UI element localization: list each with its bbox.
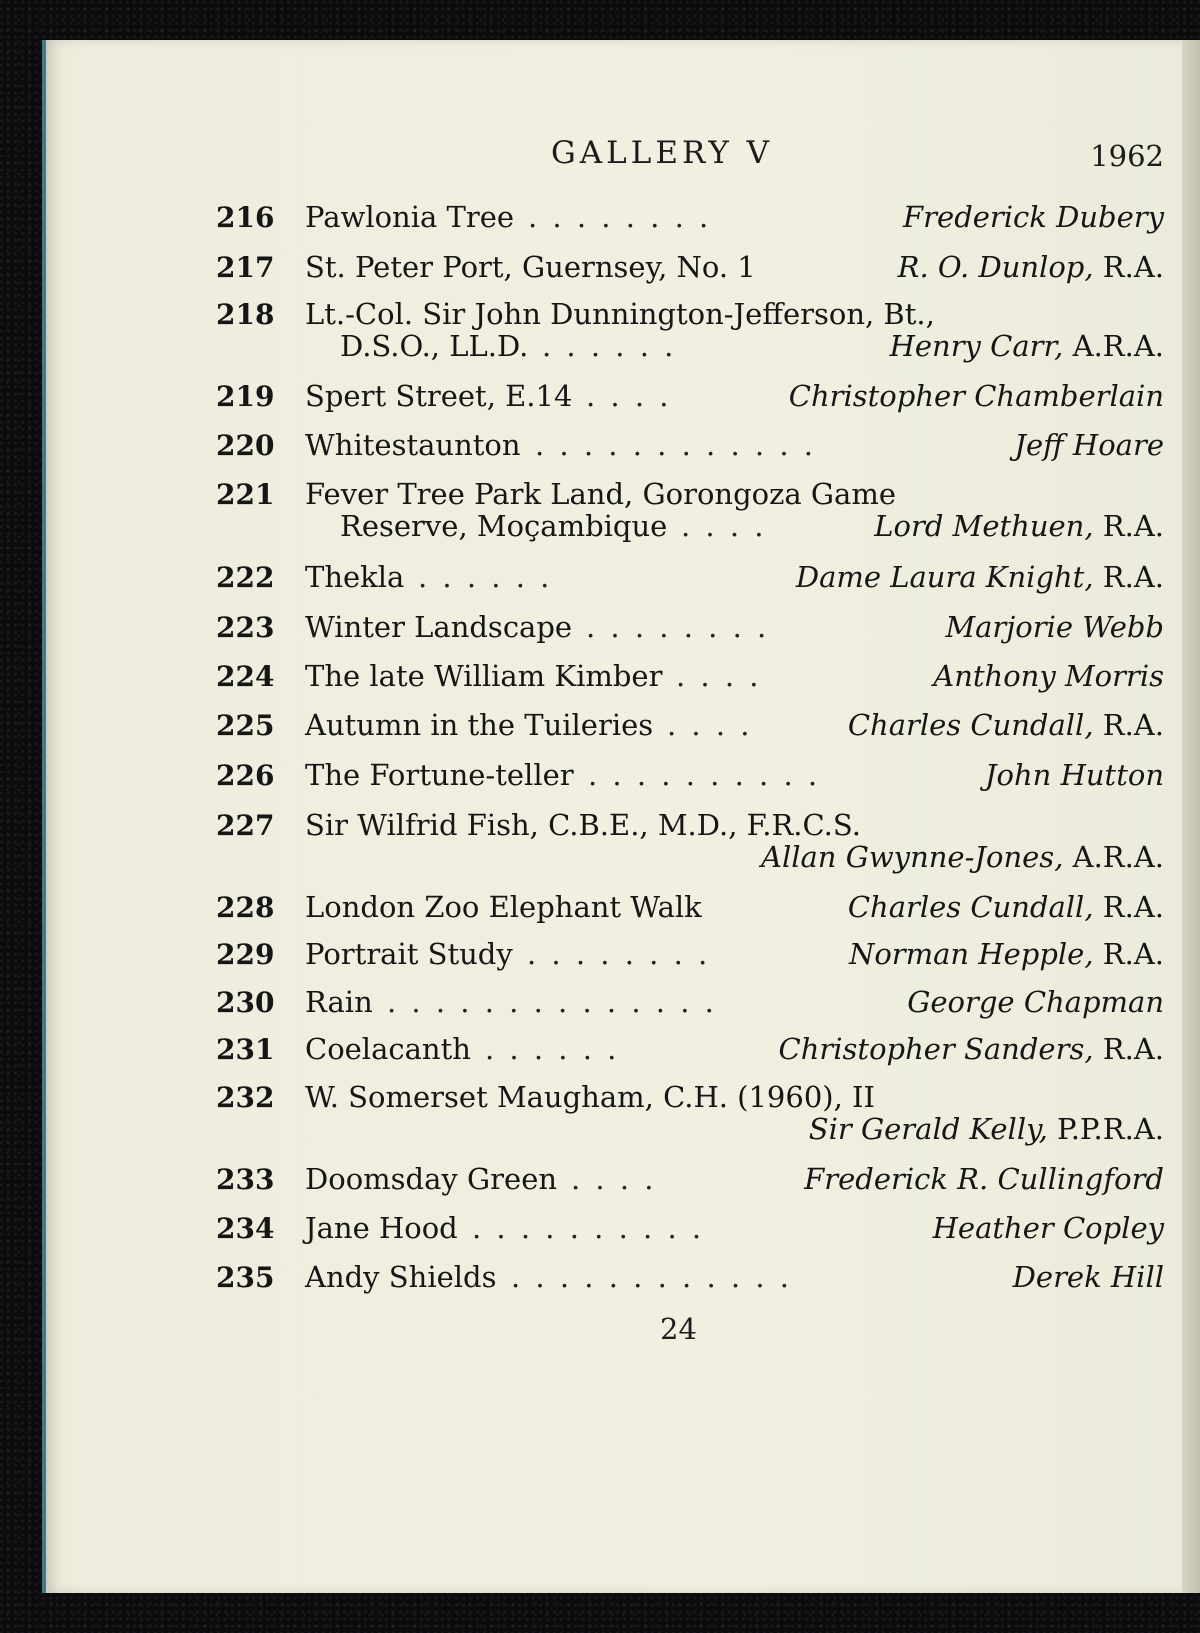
artist-credit bbox=[907, 985, 1164, 1020]
artist-name: Anthony Morris bbox=[933, 659, 1164, 693]
entry-number: 222 bbox=[216, 561, 275, 594]
catalogue-entry bbox=[216, 708, 1164, 743]
artist-honours: R.A. bbox=[1093, 250, 1164, 284]
work-title: Thekla bbox=[305, 560, 405, 594]
artist-honours: R.A. bbox=[1093, 509, 1164, 543]
work-title: Pawlonia Tree bbox=[305, 200, 515, 234]
artist-honours: P.P.R.A. bbox=[1047, 1112, 1164, 1146]
entry-number: 218 bbox=[216, 298, 275, 331]
catalogue-entry bbox=[216, 1162, 1164, 1197]
work-title: Portrait Study bbox=[305, 937, 513, 971]
catalogue-entry bbox=[216, 250, 1164, 285]
work-title: Reserve, Moçambique bbox=[340, 509, 668, 543]
entry-line bbox=[305, 1211, 1164, 1246]
work-title: Sir Wilfrid Fish, C.B.E., M.D., F.R.C.S. bbox=[305, 808, 861, 842]
gallery-title: GALLERY V bbox=[551, 135, 774, 171]
work-title: St. Peter Port, Guernsey, No. 1 bbox=[305, 250, 756, 284]
artist-name: Christopher Chamberlain bbox=[788, 379, 1164, 413]
leader-dots: . . . . bbox=[571, 1162, 657, 1196]
leader-dots: . . . . . . . . . . bbox=[472, 1211, 705, 1245]
artist-name: Christopher Sanders, bbox=[778, 1032, 1094, 1066]
catalogue-entry bbox=[216, 808, 1164, 875]
work-title: Andy Shields bbox=[305, 1260, 497, 1294]
entry-number: 225 bbox=[216, 709, 275, 742]
entry-line bbox=[305, 1260, 1164, 1295]
work-title: Rain bbox=[305, 985, 373, 1019]
work-title: Spert Street, E.14 bbox=[305, 379, 573, 413]
catalogue-entry bbox=[216, 200, 1164, 235]
artist-credit bbox=[809, 1112, 1164, 1147]
leader-dots: . . . . . . . . bbox=[527, 937, 711, 971]
artist-name: Henry Carr, bbox=[889, 329, 1064, 363]
artist-credit bbox=[874, 509, 1164, 544]
entry-line bbox=[305, 1162, 1164, 1197]
entry-line bbox=[305, 610, 1164, 645]
entry-line bbox=[305, 560, 1164, 595]
entry-number: 229 bbox=[216, 938, 275, 971]
entry-number: 230 bbox=[216, 986, 275, 1019]
work-title: Autumn in the Tuileries bbox=[305, 708, 654, 742]
leader-dots: . . . . . . . . . . bbox=[588, 758, 821, 792]
leader-dots: . . . . bbox=[676, 659, 762, 693]
artist-credit bbox=[890, 329, 1164, 364]
artist-name: George Chapman bbox=[907, 985, 1164, 1019]
entry-line bbox=[305, 1080, 1164, 1115]
artist-honours: R.A. bbox=[1093, 890, 1164, 924]
entry-number: 234 bbox=[216, 1212, 275, 1245]
entry-line bbox=[340, 840, 1164, 875]
catalogue-entry bbox=[216, 428, 1164, 463]
artist-credit bbox=[985, 758, 1164, 793]
artist-credit bbox=[796, 560, 1164, 595]
leader-dots: . . . . bbox=[667, 708, 753, 742]
artist-credit bbox=[945, 610, 1164, 645]
work-title: D.S.O., LL.D. bbox=[340, 329, 529, 363]
artist-honours: R.A. bbox=[1093, 1032, 1164, 1066]
entry-number: 217 bbox=[216, 251, 275, 284]
work-title: The Fortune-teller bbox=[305, 758, 574, 792]
artist-credit bbox=[779, 1032, 1164, 1067]
catalogue-entry bbox=[216, 1260, 1164, 1295]
catalogue-entry bbox=[216, 1032, 1164, 1067]
entry-line bbox=[305, 937, 1164, 972]
artist-credit bbox=[1013, 1260, 1164, 1295]
entry-line bbox=[305, 200, 1164, 235]
leader-dots: . . . . bbox=[681, 509, 767, 543]
catalogue-entry bbox=[216, 1211, 1164, 1246]
catalogue-entry bbox=[216, 890, 1164, 925]
artist-name: Sir Gerald Kelly, bbox=[808, 1112, 1048, 1146]
leader-dots: . . . . . . . . . . . . . . bbox=[387, 985, 717, 1019]
entry-number: 233 bbox=[216, 1163, 275, 1196]
work-title: Lt.-Col. Sir John Dunnington-Jefferson, Bt., bbox=[305, 297, 935, 331]
leader-dots: . . . . . . . . . . . . bbox=[511, 1260, 793, 1294]
artist-credit bbox=[849, 937, 1164, 972]
artist-name: Derek Hill bbox=[1012, 1260, 1164, 1294]
entry-line bbox=[305, 890, 1164, 925]
artist-credit bbox=[761, 840, 1164, 875]
entry-line bbox=[305, 379, 1164, 414]
catalogue-entry bbox=[216, 610, 1164, 645]
entry-line bbox=[305, 1032, 1164, 1067]
entry-line bbox=[305, 708, 1164, 743]
artist-name: Marjorie Webb bbox=[945, 610, 1164, 644]
artist-honours: A.R.A. bbox=[1063, 840, 1164, 874]
entry-line bbox=[340, 509, 1164, 544]
artist-name: John Hutton bbox=[984, 758, 1164, 792]
catalogue-entry bbox=[216, 560, 1164, 595]
catalogue-entry bbox=[216, 1080, 1164, 1147]
entry-number: 235 bbox=[216, 1261, 275, 1294]
catalogue-entry bbox=[216, 758, 1164, 793]
catalogue-entry bbox=[216, 477, 1164, 544]
artist-name: R. O. Dunlop, bbox=[897, 250, 1094, 284]
leader-dots: . . . . bbox=[586, 379, 672, 413]
artist-credit bbox=[848, 890, 1164, 925]
entry-line bbox=[305, 758, 1164, 793]
page-header bbox=[46, 135, 1200, 185]
work-title: W. Somerset Maugham, C.H. (1960), II bbox=[305, 1080, 875, 1114]
artist-name: Frederick Dubery bbox=[903, 200, 1164, 234]
artist-credit bbox=[789, 379, 1164, 414]
catalogue-page bbox=[42, 40, 1200, 1593]
artist-honours: R.A. bbox=[1093, 708, 1164, 742]
entry-line bbox=[305, 808, 1164, 843]
work-title: London Zoo Elephant Walk bbox=[305, 890, 702, 924]
catalogue-entry bbox=[216, 985, 1164, 1020]
artist-name: Lord Methuen, bbox=[874, 509, 1094, 543]
artist-name: Jeff Hoare bbox=[1014, 428, 1164, 462]
artist-name: Frederick R. Cullingford bbox=[804, 1162, 1164, 1196]
leader-dots: . . . . . . . . bbox=[528, 200, 712, 234]
entry-number: 221 bbox=[216, 478, 275, 511]
work-title: Coelacanth bbox=[305, 1032, 471, 1066]
artist-name: Norman Hepple, bbox=[848, 937, 1094, 971]
entry-number: 216 bbox=[216, 201, 275, 234]
work-title: Fever Tree Park Land, Gorongoza Game bbox=[305, 477, 897, 511]
entry-line bbox=[340, 329, 1164, 364]
entry-line bbox=[305, 250, 1164, 285]
entry-line bbox=[340, 1112, 1164, 1147]
catalogue-entry bbox=[216, 379, 1164, 414]
entry-number: 223 bbox=[216, 611, 275, 644]
work-title: The late William Kimber bbox=[305, 659, 663, 693]
leader-dots: . . . . . . . . . . . . bbox=[535, 428, 817, 462]
work-title: Doomsday Green bbox=[305, 1162, 558, 1196]
artist-honours: R.A. bbox=[1093, 560, 1164, 594]
catalogue-entry bbox=[216, 297, 1164, 364]
artist-honours: R.A. bbox=[1093, 937, 1164, 971]
artist-credit bbox=[848, 708, 1164, 743]
artist-name: Heather Copley bbox=[932, 1211, 1164, 1245]
entry-number: 224 bbox=[216, 660, 275, 693]
page-number: 24 bbox=[660, 1312, 697, 1346]
entry-number: 219 bbox=[216, 380, 275, 413]
entry-number: 226 bbox=[216, 759, 275, 792]
catalogue-entry bbox=[216, 937, 1164, 972]
leader-dots: . . . . . . bbox=[485, 1032, 620, 1066]
catalogue-year: 1962 bbox=[1090, 139, 1164, 173]
entry-number: 231 bbox=[216, 1033, 275, 1066]
artist-name: Allan Gwynne-Jones, bbox=[761, 840, 1064, 874]
artist-name: Dame Laura Knight, bbox=[795, 560, 1094, 594]
entry-line bbox=[305, 477, 1164, 512]
work-title: Jane Hood bbox=[305, 1211, 458, 1245]
entry-number: 228 bbox=[216, 891, 275, 924]
leader-dots: . . . . . . . . bbox=[586, 610, 770, 644]
work-title: Whitestaunton bbox=[305, 428, 521, 462]
entry-number: 227 bbox=[216, 809, 275, 842]
artist-honours: A.R.A. bbox=[1063, 329, 1164, 363]
artist-credit bbox=[1014, 428, 1164, 463]
artist-credit bbox=[933, 659, 1164, 694]
entry-line bbox=[305, 297, 1164, 332]
artist-name: Charles Cundall, bbox=[847, 890, 1094, 924]
artist-credit bbox=[898, 250, 1164, 285]
leader-dots: . . . . . . bbox=[418, 560, 553, 594]
entry-line bbox=[305, 659, 1164, 694]
page-edge bbox=[1182, 40, 1200, 1593]
leader-dots: . . . . . . bbox=[542, 329, 677, 363]
entry-line bbox=[305, 428, 1164, 463]
entry-line bbox=[305, 985, 1164, 1020]
artist-name: Charles Cundall, bbox=[847, 708, 1094, 742]
catalogue-entry bbox=[216, 659, 1164, 694]
entry-number: 220 bbox=[216, 429, 275, 462]
entry-number: 232 bbox=[216, 1081, 275, 1114]
artist-credit bbox=[933, 1211, 1164, 1246]
artist-credit bbox=[903, 200, 1164, 235]
artist-credit bbox=[804, 1162, 1164, 1197]
work-title: Winter Landscape bbox=[305, 610, 573, 644]
